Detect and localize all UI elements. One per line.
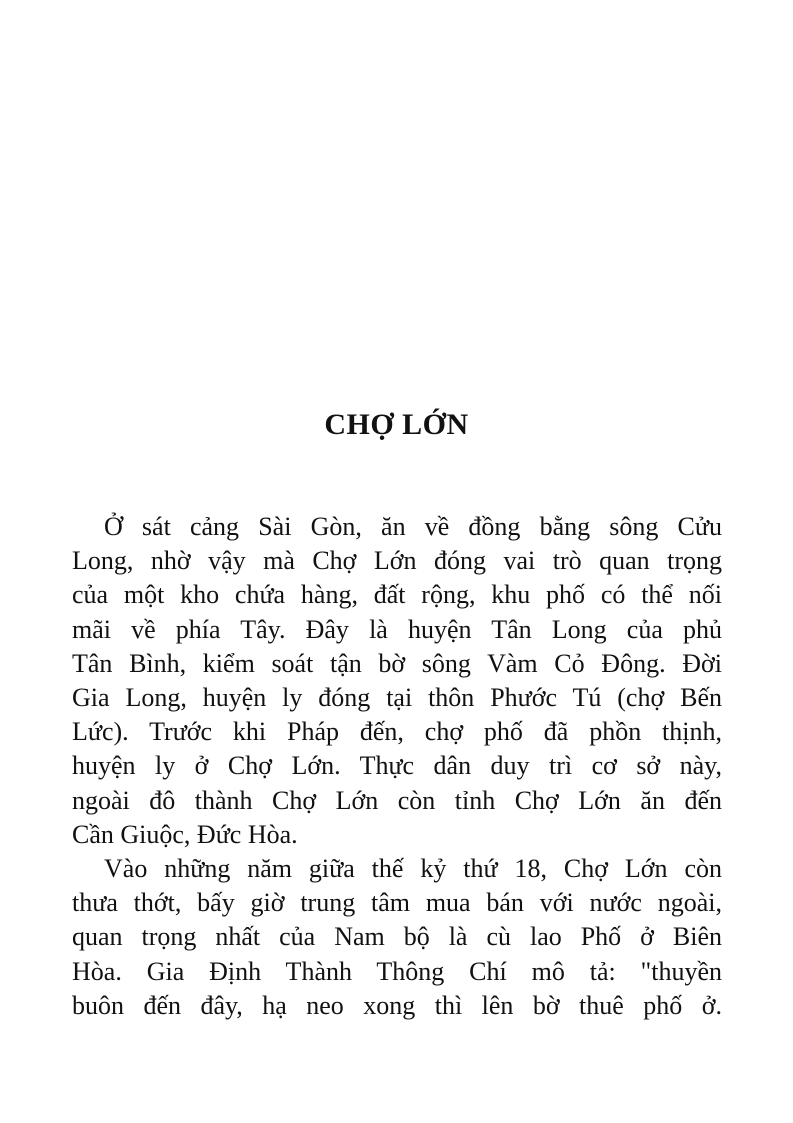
chapter-title: CHỢ LỚN (324, 408, 469, 441)
text-line: Hòa. Gia Định Thành Thông Chí mô tả: "thuyền (72, 956, 722, 986)
paragraph-1 (72, 510, 722, 852)
text-line: quan trọng nhất của Nam bộ là cù lao Phố ở Biên (72, 922, 722, 952)
text-line: mãi về phía Tây. Đây là huyện Tân Long của phủ (72, 614, 722, 644)
text-line: buôn đến đây, hạ neo xong thì lên bờ thuê phố ở. (72, 990, 722, 1020)
text-line: Long, nhờ vậy mà Chợ Lớn đóng vai trò quan trọng (72, 546, 722, 576)
text-line: của một kho chứa hàng, đất rộng, khu phố có thể nối (72, 580, 722, 610)
text-line: ngoài đô thành Chợ Lớn còn tỉnh Chợ Lớn ăn đến (72, 785, 722, 815)
text-line: thưa thớt, bấy giờ trung tâm mua bán với nước ngoài, (72, 888, 722, 918)
text-line: Ở sát cảng Sài Gòn, ăn về đồng bằng sông Cửu (104, 512, 722, 541)
text-line: huyện ly ở Chợ Lớn. Thực dân duy trì cơ sở này, (72, 751, 722, 781)
text-line: Cần Giuộc, Đức Hòa. (72, 819, 298, 849)
text-line: Vào những năm giữa thế kỷ thứ 18, Chợ Lớn còn (104, 854, 722, 884)
chapter-body (72, 510, 722, 1023)
text-line: Gia Long, huyện ly đóng tại thôn Phước Tú (chợ Bến (72, 683, 722, 713)
text-line: Lức). Trước khi Pháp đến, chợ phố đã phồn thịnh, (72, 717, 722, 747)
text-line: Tân Bình, kiểm soát tận bờ sông Vàm Cỏ Đông. Đời (72, 648, 722, 678)
paragraph-2 (72, 852, 722, 1023)
